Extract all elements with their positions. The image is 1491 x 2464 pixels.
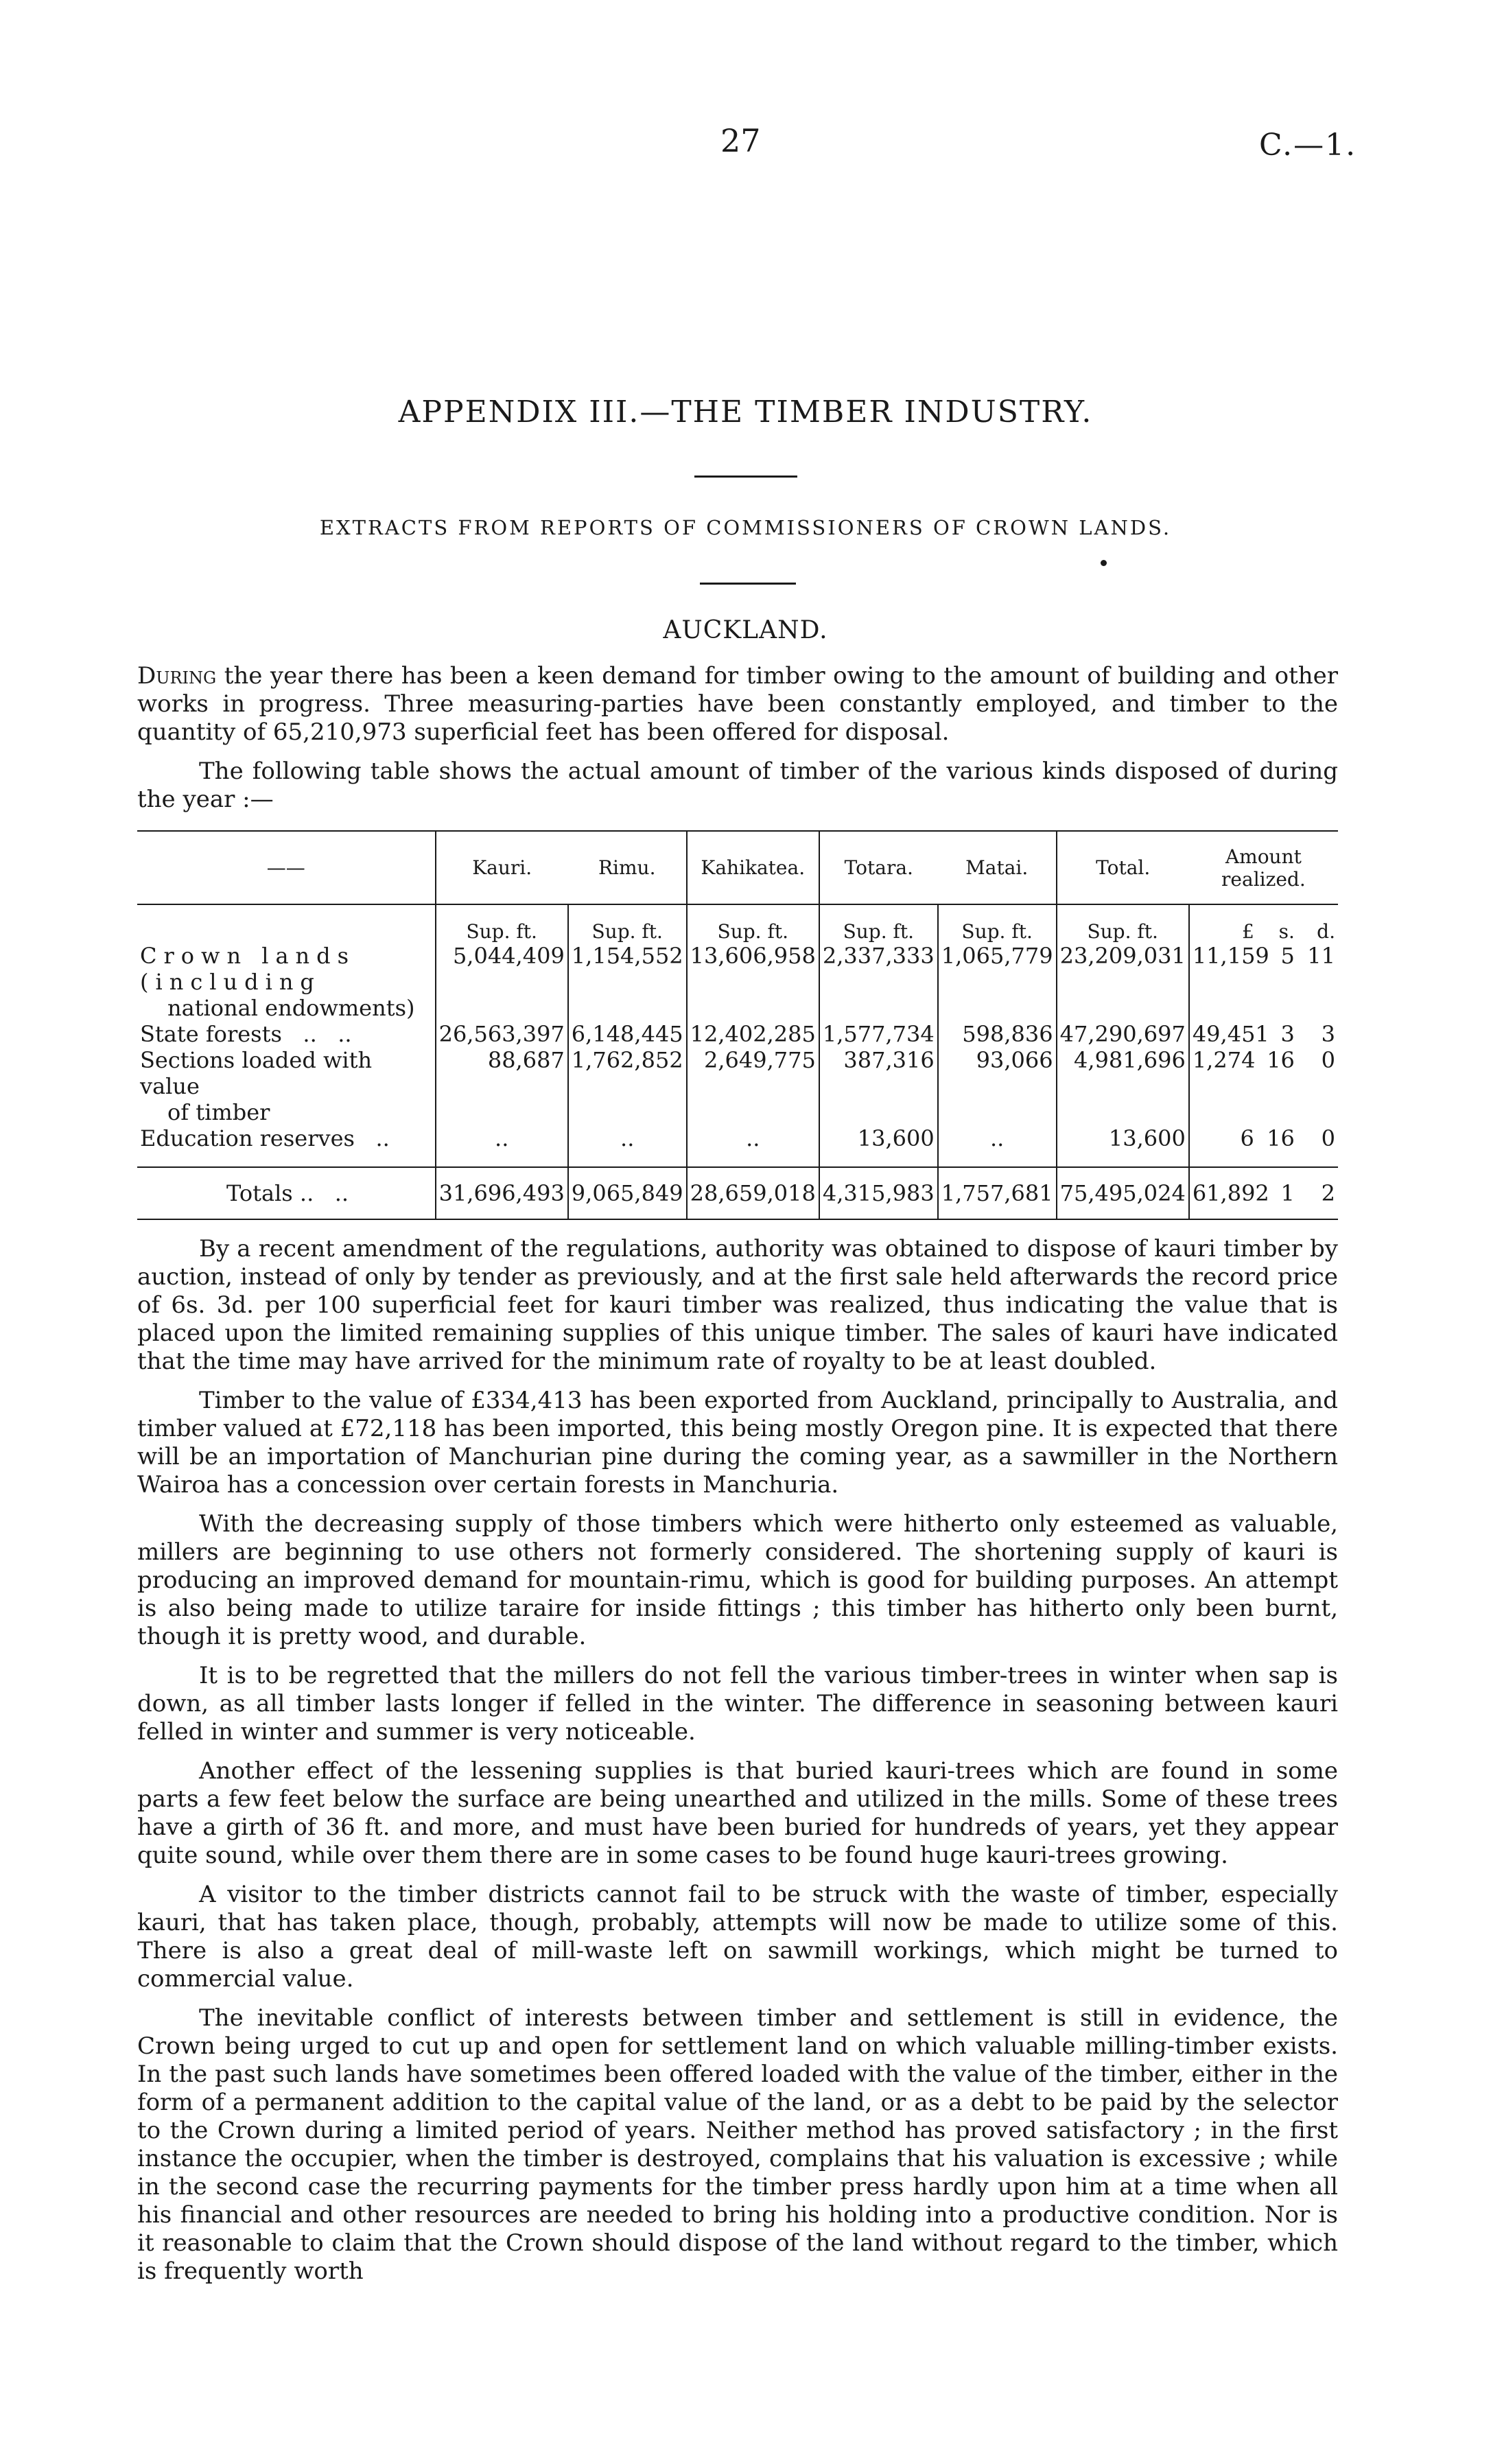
cell-pence: 0 [1321, 1125, 1335, 1151]
cell-kauri: .. [436, 1125, 568, 1167]
unit-pence: d. [1317, 920, 1335, 943]
subtitle-rule [700, 583, 796, 585]
intro-paragraph-1 [137, 662, 1338, 747]
table-row [137, 1021, 1338, 1047]
cell-pounds: 6 [1240, 1125, 1254, 1151]
intro-lead: During [137, 662, 217, 690]
body-paragraph: A visitor to the timber districts cannot fail to be struck with the waste of timber, especially kauri, that has taken place, though, probably, attempts will now be made to utilize some of this. There is also a great deal of mill-waste left on sawmill workings, which might be turned to commercial value. [137, 1881, 1338, 1993]
cell-rimu: 1,154,552 [568, 943, 687, 1021]
cell-kahikatea: 13,606,958 [687, 943, 819, 1021]
row-label-line1: Education reserves .. [140, 1125, 390, 1151]
total-total: 75,495,024 [1057, 1167, 1189, 1219]
intro-p1: the year there has been a keen demand for timber owing to the amount of building and other works in progress. Three measuring-parties have been constantly employed, and timber to the quantity of 65,210,973 superficial feet has been offered for disposal. [137, 662, 1338, 746]
units-row [137, 904, 1338, 943]
table-row [137, 1047, 1338, 1125]
cell-rimu: 6,148,445 [568, 1021, 687, 1047]
region-heading: AUCKLAND. [663, 616, 828, 644]
row-label-line2: national endowments) [167, 995, 415, 1021]
cell-total: 13,600 [1057, 1125, 1189, 1167]
col-matai: Matai. [938, 831, 1057, 904]
unit-shillings: s. [1278, 920, 1295, 943]
unit-kahikatea: Sup. ft. [687, 904, 819, 943]
body-paragraph: Timber to the value of £334,413 has been exported from Auckland, principally to Australia, and timber valued at £72,118 has been imported, this being mostly Oregon pine. It is expected that there will be an importation of Manchurian pine during the coming year, as a sawmiller in the Northern Wairoa has a concession over certain forests in Manchuria. [137, 1387, 1338, 1499]
cell-pence: 3 [1321, 1021, 1335, 1047]
row-label [137, 943, 436, 1021]
stray-dot [1101, 560, 1107, 566]
body-paragraph: The inevitable conflict of interests between timber and settlement is still in evidence, the Crown being urged to cut up and open for settlement land on which valuable milling-timber exists. In the past such lands have sometimes been offered loaded with the value of the timber, either in the form of a permanent addition to the capital value of the land, or as a debt to be paid by the selector to the Crown during a limited period of years. Neither method has proved satisfactory ; in the first instance the occupier, when the timber is destroyed, complains that his valuation is excessive ; while in the second case the recurring payments for the timber press hardly upon him at a time when all his financial and other resources are needed to bring his holding into a productive condition. Nor is it reasonable to claim that the Crown should dispose of the land without regard to the timber, which is frequently worth [137, 2004, 1338, 2285]
cell-kauri: 88,687 [436, 1047, 568, 1125]
row-label-line1: Crown lands (including [140, 943, 356, 995]
cell-totara: 2,337,333 [819, 943, 938, 1021]
unit-matai: Sup. ft. [938, 904, 1057, 943]
total-kauri: 31,696,493 [436, 1167, 568, 1219]
body-paragraph: With the decreasing supply of those timbers which were hitherto only esteemed as valuable, millers are beginning to use others not formerly considered. The shortening supply of kauri is producing an improved demand for mountain-rimu, which is good for building purposes. An attempt is also being made to utilize taraire for inside fittings ; this timber has hitherto only been burnt, though it is pretty wood, and durable. [137, 1510, 1338, 1650]
cell-amount [1189, 1125, 1338, 1167]
body-text [137, 1235, 1338, 2297]
row-label-line1: State forests .. .. [140, 1021, 352, 1047]
col-total: Total. [1057, 831, 1189, 904]
cell-matai: .. [938, 1125, 1057, 1167]
cell-kauri: 5,044,409 [436, 943, 568, 1021]
cell-kahikatea: 2,649,775 [687, 1047, 819, 1125]
cell-pence: 11 [1307, 943, 1335, 969]
total-pence: 2 [1321, 1180, 1335, 1206]
cell-totara: 1,577,734 [819, 1021, 938, 1047]
cell-rimu: 1,762,852 [568, 1047, 687, 1125]
page-number: 27 [720, 122, 761, 159]
unit-totara: Sup. ft. [819, 904, 938, 943]
row-label-line2: of timber [167, 1099, 270, 1125]
total-rimu: 9,065,849 [568, 1167, 687, 1219]
cell-rimu: .. [568, 1125, 687, 1167]
unit-rimu: Sup. ft. [568, 904, 687, 943]
totals-label-text: Totals .. .. [226, 1180, 349, 1206]
table-corner: —— [137, 831, 436, 904]
row-label-line1: Sections loaded with value [140, 1047, 373, 1099]
totals-label [137, 1167, 436, 1219]
cell-kahikatea: 12,402,285 [687, 1021, 819, 1047]
row-label [137, 1021, 436, 1047]
page-code: C.—1. [1259, 128, 1357, 163]
col-rimu: Rimu. [568, 831, 687, 904]
cell-shillings: 5 [1280, 943, 1295, 969]
cell-totara: 387,316 [819, 1047, 938, 1125]
cell-amount [1189, 1047, 1338, 1125]
total-amount [1189, 1167, 1338, 1219]
unit-pounds: £ [1241, 920, 1254, 943]
col-kauri: Kauri. [436, 831, 568, 904]
total-totara: 4,315,983 [819, 1167, 938, 1219]
cell-matai: 93,066 [938, 1047, 1057, 1125]
col-amount: Amount realized. [1189, 831, 1338, 904]
cell-total: 47,290,697 [1057, 1021, 1189, 1047]
cell-matai: 598,836 [938, 1021, 1057, 1047]
cell-pounds: 11,159 [1192, 943, 1269, 969]
cell-pounds: 1,274 [1192, 1047, 1256, 1073]
appendix-title: APPENDIX III.—THE TIMBER INDUSTRY. [398, 395, 1093, 430]
total-kahikatea: 28,659,018 [687, 1167, 819, 1219]
cell-amount [1189, 1021, 1338, 1047]
intro-text [137, 662, 1338, 825]
cell-matai: 1,065,779 [938, 943, 1057, 1021]
row-label [137, 1047, 436, 1125]
cell-shillings: 3 [1280, 1021, 1295, 1047]
cell-kahikatea: .. [687, 1125, 819, 1167]
total-shillings: 1 [1280, 1180, 1295, 1206]
cell-shillings: 16 [1267, 1125, 1295, 1151]
body-paragraph: Another effect of the lessening supplies is that buried kauri-trees which are found in some parts a few feet below the surface are being unearthed and utilized in the mills. Some of these trees have a girth of 36 ft. and more, and must have been buried for hundreds of years, yet they appear quite sound, while over them there are in some cases to be found huge kauri-trees growing. [137, 1757, 1338, 1869]
total-pounds: 61,892 [1192, 1180, 1269, 1206]
title-rule [694, 476, 797, 478]
unit-total: Sup. ft. [1057, 904, 1189, 943]
totals-row [137, 1167, 1338, 1219]
timber-table [137, 830, 1338, 1220]
cell-shillings: 16 [1267, 1047, 1295, 1073]
cell-kauri: 26,563,397 [436, 1021, 568, 1047]
col-kahikatea: Kahikatea. [687, 831, 819, 904]
cell-amount [1189, 943, 1338, 1021]
cell-total: 23,209,031 [1057, 943, 1189, 1021]
row-label [137, 1125, 436, 1167]
body-paragraph: It is to be regretted that the millers do not fell the various timber-trees in winter when sap is down, as all timber lasts longer if felled in the winter. The difference in seasoning between kauri felled in winter and summer is very noticeable. [137, 1662, 1338, 1746]
cell-totara: 13,600 [819, 1125, 938, 1167]
cell-total: 4,981,696 [1057, 1047, 1189, 1125]
unit-money [1189, 904, 1338, 943]
table-row [137, 1125, 1338, 1167]
cell-pounds: 49,451 [1192, 1021, 1269, 1047]
table-header-row [137, 831, 1338, 904]
subtitle: EXTRACTS FROM REPORTS OF COMMISSIONERS OF CROWN LANDS. [319, 516, 1172, 539]
total-matai: 1,757,681 [938, 1167, 1057, 1219]
cell-pence: 0 [1321, 1047, 1335, 1073]
table-row [137, 943, 1338, 1021]
intro-paragraph-2: The following table shows the actual amount of timber of the various kinds disposed of during the year :— [137, 758, 1338, 813]
col-totara: Totara. [819, 831, 938, 904]
body-paragraph: By a recent amendment of the regulations, authority was obtained to dispose of kauri timber by auction, instead of only by tender as previously, and at the first sale held afterwards the record price of 6s. 3d. per 100 superficial feet for kauri timber was realized, thus indicating the value that is placed upon the limited remaining supplies of this unique timber. The sales of kauri have indicated that the time may have arrived for the minimum rate of royalty to be at least doubled. [137, 1235, 1338, 1375]
unit-kauri: Sup. ft. [436, 904, 568, 943]
